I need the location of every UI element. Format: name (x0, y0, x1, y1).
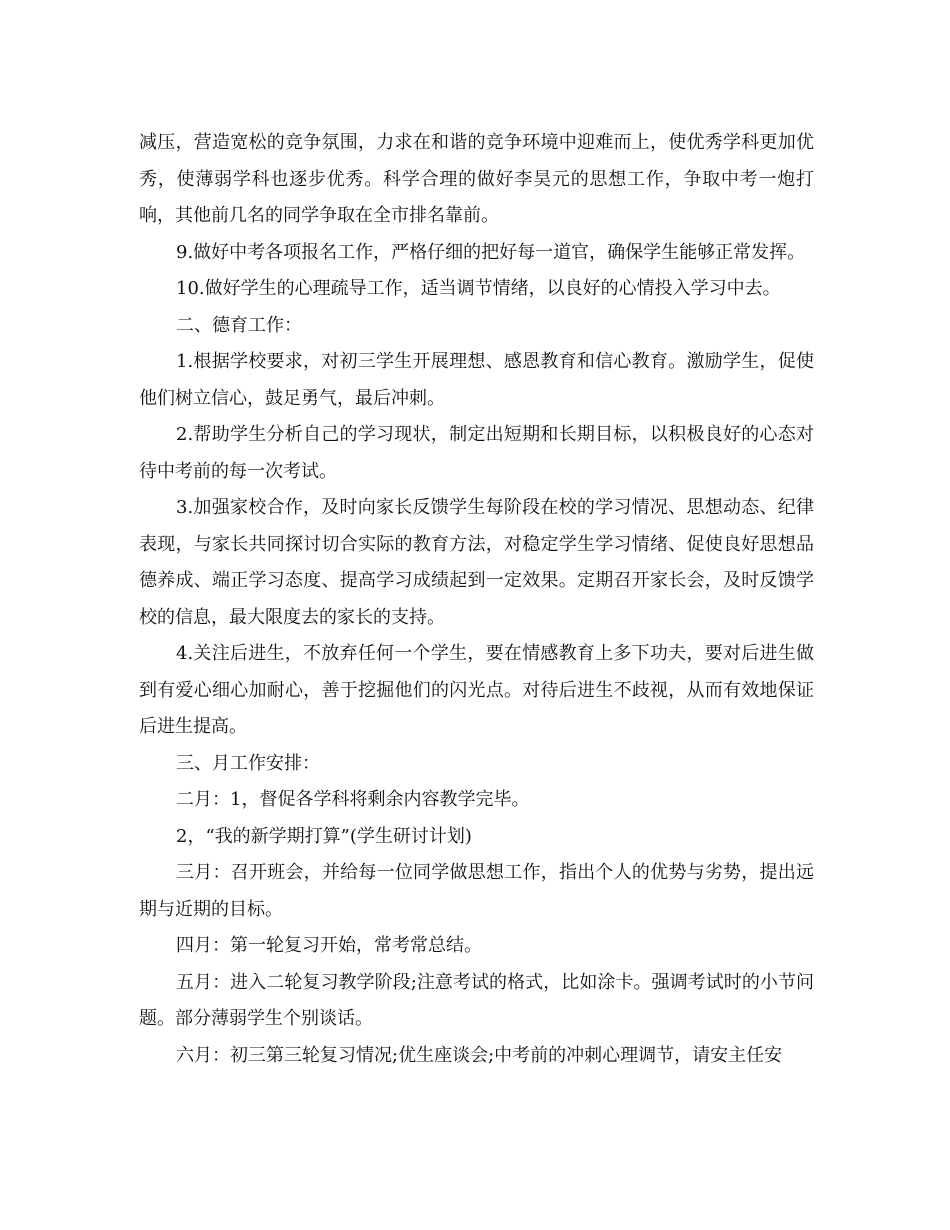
paragraph: 五月：进入二轮复习教学阶段;注意考试的格式，比如涂卡。强调考试时的小节问题。部分薄弱学生个别谈话。 (139, 971, 814, 1029)
paragraph: 三月：召开班会，并给每一位同学做思想工作，指出个人的优势与劣势，提出远期与近期的目标。 (139, 862, 814, 920)
section-heading: 二、德育工作： (176, 314, 302, 336)
paragraph: 3.加强家校合作，及时向家长反馈学生每阶段在校的学习情况、思想动态、纪律表现，与家长共同探讨切合实际的教育方法，对稳定学生学习情绪、促使良好思想品德养成、端正学习态度、提高学习成绩起到一定效果。定期召开家长会，及时反馈学校的信息，最大限度去的家长的支持。 (139, 497, 814, 628)
paragraph: 2.帮助学生分析自己的学习现状，制定出短期和长期目标，以积极良好的心态对待中考前的每一次考试。 (139, 424, 814, 482)
paragraph: 六月：初三第三轮复习情况;优生座谈会;中考前的冲刺心理调节，请安主任安 (176, 1044, 783, 1066)
paragraph: 4.关注后进生，不放弃任何一个学生，要在情感教育上多下功夫，要对后进生做到有爱心细心加耐心，善于挖掘他们的闪光点。对待后进生不歧视，从而有效地保证后进生提高。 (139, 643, 814, 737)
paragraph: 10.做好学生的心理疏导工作，适当调节情绪，以良好的心情投入学习中去。 (176, 278, 781, 299)
paragraph: 9.做好中考各项报名工作，严格仔细的把好每一道官，确保学生能够正常发挥。 (176, 241, 806, 263)
paragraph: 二月：1，督促各学科将剩余内容教学完毕。 (176, 789, 530, 810)
paragraph: 1.根据学校要求，对初三学生开展理想、感恩教育和信心教育。激励学生，促使他们树立信心，鼓足勇气，最后冲刺。 (139, 351, 814, 409)
paragraph: 2，“我的新学期打算”(学生研讨计划) (176, 825, 472, 847)
paragraph: 减压，营造宽松的竞争氛围，力求在和谐的竞争环境中迎难而上，使优秀学科更加优秀，使薄弱学科也逐步优秀。科学合理的做好李昊元的思想工作，争取中考一炮打响，其他前几名的同学争取在全市排名靠前。 (139, 132, 814, 226)
document-body (139, 125, 814, 1074)
section-heading: 三、月工作安排： (176, 752, 320, 774)
paragraph: 四月：第一轮复习开始，常考常总结。 (176, 935, 482, 956)
